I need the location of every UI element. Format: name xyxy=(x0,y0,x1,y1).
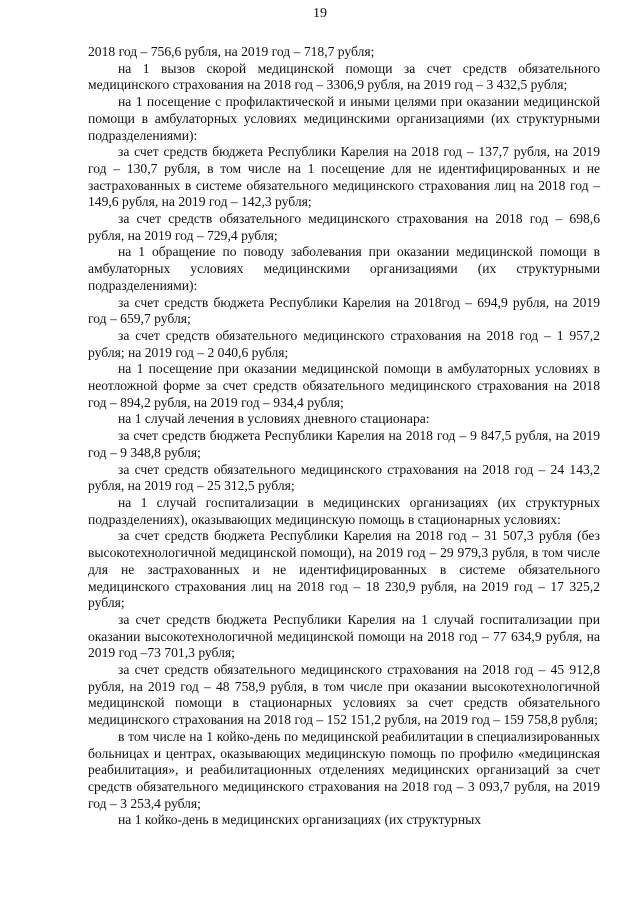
paragraph-4: за счет средств бюджета Республики Карелия на 2018 год – 137,7 рубля, на 2019 год – 130,7 рубля, в том числе на 1 посещение для не идентифицированных и не застрахованных в системе обязательного медицинского страхования лиц на 2018 год – 149,6 рубля, на 2019 год – 142,3 рубля; xyxy=(88,144,600,210)
paragraph-6: на 1 обращение по поводу заболевания при оказании медицинской помощи в амбулаторных условиях медицинскими организациями (их структурными подразделениями): xyxy=(88,244,600,293)
paragraph-15: за счет средств бюджета Республики Карелия на 1 случай госпитализации при оказании высокотехнологичной медицинской помощи на 2018 год – 77 634,9 рубля, на 2019 год –73 701,3 рубля; xyxy=(88,611,600,661)
paragraph-8: за счет средств обязательного медицинского страхования на 2018 год – 1 957,2 рубля; на 2019 год – 2 040,6 рубля; xyxy=(88,327,600,360)
paragraph-5: за счет средств обязательного медицинского страхования на 2018 год – 698,6 рубля, на 2019 год – 729,4 рубля; xyxy=(88,211,600,243)
paragraph-1: 2018 год – 756,6 рубля, на 2019 год – 718,7 рубля; xyxy=(88,44,375,59)
paragraph-7: за счет средств бюджета Республики Карелия на 2018год – 694,9 рубля, на 2019 год – 659,7 рубля; xyxy=(88,294,600,327)
paragraph-14: за счет средств бюджета Республики Карелия на 2018 год – 31 507,3 рубля (без высокотехнологичной медицинской помощи), на 2019 год – 29 979,3 рубля, в том числе для не застрахованных и не идентифицированных в системе обязательного медицинского страхования лиц на 2018 год – 18 230,9 рубля, на 2019 год – 17 325,2 рубля; xyxy=(88,528,600,611)
paragraph-10: на 1 случай лечения в условиях дневного стационара: xyxy=(118,411,430,427)
paragraph-12: за счет средств обязательного медицинского страхования на 2018 год – 24 143,2 рубля, на 2019 год – 25 312,5 рубля; xyxy=(88,461,600,494)
paragraph-13: на 1 случай госпитализации в медицинских организациях (их структурных подразделениях), оказывающих медицинскую помощь в стационарных условиях: xyxy=(88,494,600,527)
paragraph-2: на 1 вызов скорой медицинской помощи за счет средств обязательного медицинского страхования на 2018 год – 3306,9 рубля, на 2019 год – 3 432,5 рубля; xyxy=(88,60,600,93)
paragraph-11: за счет средств бюджета Республики Карелия на 2018 год – 9 847,5 рубля, на 2019 год – 9 348,8 рубля; xyxy=(88,428,600,460)
paragraph-9: на 1 посещение при оказании медицинской помощи в амбулаторных условиях в неотложной форме за счет средств обязательного медицинского страхования на 2018 год – 894,2 рубля, на 2019 год – 934,4 рубля; xyxy=(88,361,600,410)
paragraph-17: в том числе на 1 койко-день по медицинской реабилитации в специализированных больницах и центрах, оказывающих медицинскую помощь по профилю «медицинская реабилитация», и реабилитационных отделениях медицинских организаций за счет средств обязательного медицинского страхования на 2018 год – 3 093,7 рубля, на 2019 год – 3 253,4 рубля; xyxy=(88,728,600,811)
paragraph-18: на 1 койко-день в медицинских организациях (их структурных xyxy=(118,812,482,828)
paragraph-16: за счет средств обязательного медицинского страхования на 2018 год – 45 912,8 рубля, на 2019 год – 48 758,9 рубля, в том числе при оказании высокотехнологичной медицинской помощи в стационарных условиях за счет средств обязательного медицинского страхования на 2018 год – 152 151,2 рубля, на 2019 год – 159 758,8 рубля; xyxy=(88,662,600,728)
body-text xyxy=(88,44,600,829)
paragraph-3: на 1 посещение с профилактической и иными целями при оказании медицинской помощи в амбулаторных условиях медицинскими организациями (их структурными подразделениями): xyxy=(88,94,600,143)
page-number: 19 xyxy=(313,6,327,21)
